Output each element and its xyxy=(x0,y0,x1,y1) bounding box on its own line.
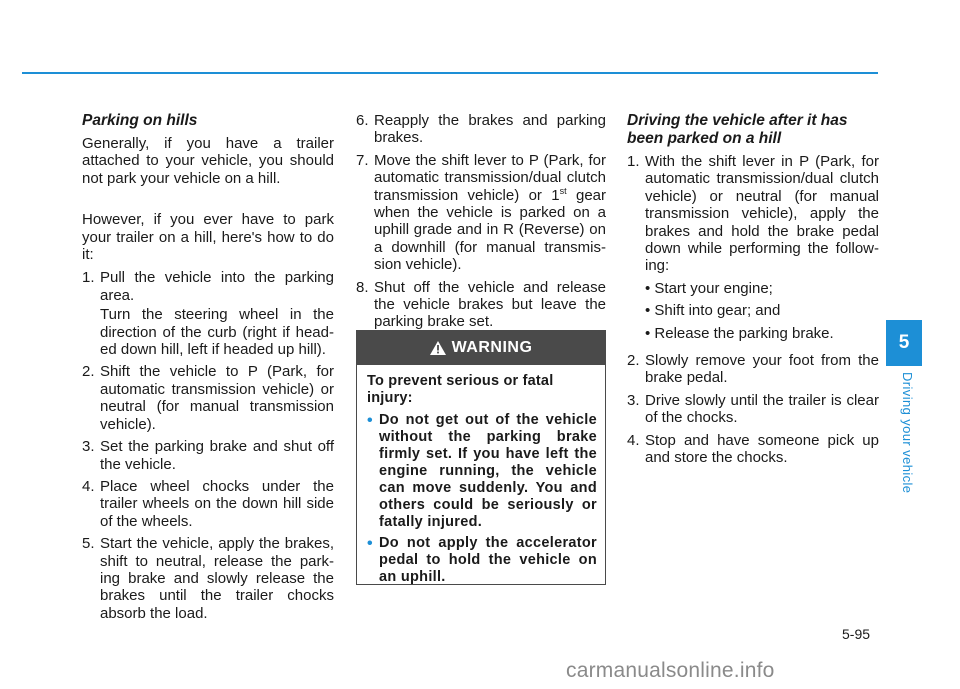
warning-triangle-icon xyxy=(430,341,446,355)
column-middle xyxy=(356,112,606,336)
step-text: Start the vehicle, apply the brakes, shift to neutral, release the park-ing brake and slowly release the brakes until the trailer chocks absorb the load. xyxy=(100,535,334,622)
warning-text: Do not apply the accelerator pedal to hold the vehicle on an uphill. xyxy=(379,535,597,585)
step-text: Slowly remove your foot from the brake pedal. xyxy=(645,352,879,387)
warning-item xyxy=(367,535,597,586)
step-number: 3. xyxy=(82,438,95,456)
bullet-item: • Shift into gear; and xyxy=(645,302,781,320)
warning-intro: To prevent serious or fatal injury: xyxy=(367,373,554,406)
list-item xyxy=(82,478,334,530)
steps-list xyxy=(356,112,606,331)
list-item xyxy=(82,269,334,358)
step-number: 1. xyxy=(82,269,95,287)
chapter-tab[interactable]: 5 xyxy=(886,320,922,366)
step-text: Reapply the brakes and parking brakes. xyxy=(374,112,606,147)
warning-title: WARNING xyxy=(451,339,533,356)
step-text: Place wheel chocks under the trailer wheels on the down hill side of the wheels. xyxy=(100,477,334,530)
step-text: Pull the vehicle into the parking area. xyxy=(100,269,334,304)
column-left xyxy=(82,112,334,627)
step-text: Move the shift lever to P (Park, for automatic transmission/dual clutch transmission vehicle) or 1 xyxy=(374,151,606,204)
list-item xyxy=(82,363,334,433)
list-item xyxy=(356,279,606,331)
bullet-item: • Release the parking brake. xyxy=(645,324,834,342)
warning-header xyxy=(357,331,605,365)
step-note: Turn the steering wheel in the direction of the curb (right if head-ed down hill, left if headed up hill). xyxy=(100,306,334,359)
list-item xyxy=(82,438,334,473)
step-number: 7. xyxy=(356,151,369,169)
step-number: 6. xyxy=(356,112,369,129)
list-item xyxy=(627,153,879,347)
step-number: 1. xyxy=(627,153,640,170)
warning-text: Do not get out of the vehicle without the parking brake firmly set. If you have left the engine running, the vehicle can move suddenly. You and others could be seriously or fatally injured. xyxy=(379,412,597,530)
warning-box xyxy=(356,330,606,585)
step-text: Drive slowly until the trailer is clear of the chocks. xyxy=(645,391,879,427)
ordinal-suffix: st xyxy=(559,185,567,196)
paragraph: However, if you ever have to park your trailer on a hill, here's how to do it: xyxy=(82,211,334,264)
list-item xyxy=(627,432,879,467)
steps-list xyxy=(82,269,334,622)
warning-item xyxy=(367,412,597,531)
step-number: 5. xyxy=(82,535,95,553)
bullet-item: • Start your engine; xyxy=(645,279,773,297)
step-number: 2. xyxy=(627,352,640,370)
step-text: Shift the vehicle to P (Park, for automatic transmission vehicle) or neutral (for manual transmission vehicle). xyxy=(100,363,334,433)
header-rule xyxy=(22,72,878,74)
list-item xyxy=(356,152,606,274)
step-number: 3. xyxy=(627,391,640,409)
watermark: carmanualsonline.info xyxy=(566,659,775,682)
bullet-icon: • xyxy=(367,535,373,552)
section-heading-driving-after-parked: Driving the vehicle after it has been parked on a hill xyxy=(627,112,848,147)
step-text: Stop and have someone pick up and store the chocks. xyxy=(645,431,879,467)
step-text: Set the parking brake and shut off the vehicle. xyxy=(100,438,334,473)
step-number: 4. xyxy=(82,477,95,495)
step-number: 8. xyxy=(356,278,369,296)
column-right xyxy=(627,112,879,472)
list-item xyxy=(627,392,879,427)
warning-body xyxy=(357,365,605,586)
list-item xyxy=(627,352,879,387)
step-text-cont: gear when the vehicle is parked on a uphill grade and in R (Reverse) on a downhill (for manual transmis-sion vehicle). xyxy=(374,186,606,274)
list-item xyxy=(356,112,606,147)
steps-list xyxy=(627,153,879,467)
step-text: With the shift lever in P (Park, for automatic transmission/dual clutch vehicle) or neutral (for manual transmission vehicle), apply the brakes and hold the brake pedal down while performing the follow-ing: xyxy=(645,153,879,275)
list-item xyxy=(82,535,334,622)
section-heading-parking-on-hills: Parking on hills xyxy=(82,112,198,129)
page-number: 5-95 xyxy=(842,626,871,642)
paragraph: Generally, if you have a trailer attached to your vehicle, you should not park your vehicle on a hill. xyxy=(82,135,334,187)
step-number: 2. xyxy=(82,363,95,381)
step-text: Shut off the vehicle and release the vehicle brakes but leave the parking brake set. xyxy=(374,278,606,331)
step-number: 4. xyxy=(627,431,640,449)
sub-bullet-list xyxy=(645,280,879,342)
chapter-label: Driving your vehicle xyxy=(900,372,915,494)
bullet-icon: • xyxy=(367,412,373,429)
